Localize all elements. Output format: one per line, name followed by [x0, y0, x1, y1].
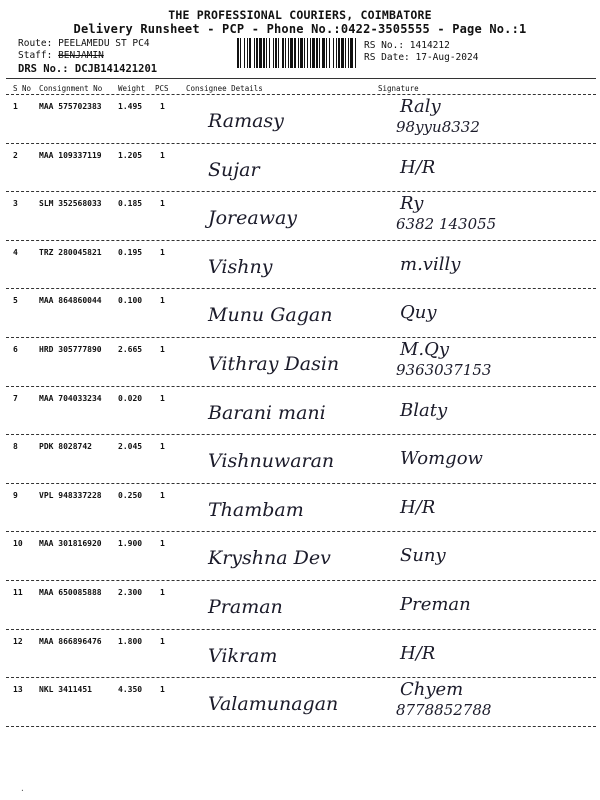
col-consignment: Consignment No: [39, 84, 103, 93]
row-divider: [6, 240, 596, 241]
row-divider: [6, 677, 596, 678]
rs-date-line: [364, 52, 478, 63]
company-title: THE PROFESSIONAL COURIERS, COIMBATORE: [168, 8, 432, 22]
header-bottom-rule: [6, 94, 596, 95]
row-consignment-no: HRD 305777890: [39, 345, 102, 354]
row-sno: 3: [13, 199, 18, 209]
row-consignment-no: MAA 704033234: [39, 393, 102, 403]
row-pcs: 1: [160, 442, 165, 452]
route-line: [18, 38, 150, 49]
col-weight: Weight: [118, 84, 146, 93]
staff-line: [18, 50, 104, 61]
handwritten-phone: 8778852788: [396, 701, 492, 720]
row-weight: 2.045: [118, 442, 143, 452]
handwritten-signature: Ry: [400, 193, 424, 215]
row-consignment-no: TRZ 280045821: [39, 247, 102, 257]
rs-no-line: [364, 40, 450, 51]
header-top-rule: [6, 78, 596, 79]
handwritten-phone: 9363037153: [396, 361, 492, 379]
row-consignment-no: MAA 650085888: [39, 588, 102, 597]
table-row: [0, 388, 600, 438]
handwritten-signature: Quy: [400, 302, 437, 324]
row-sno: 12: [13, 636, 23, 646]
row-sno: 4: [13, 247, 18, 257]
rs-no-label: RS No.:: [364, 40, 405, 51]
row-consignment-no: NKL 3411451: [39, 685, 92, 695]
row-sno: 5: [13, 296, 18, 306]
row-consignment-no: MAA 866896476: [39, 636, 102, 646]
rs-date-value: 17-Aug-2024: [415, 52, 479, 63]
row-pcs: 1: [160, 150, 165, 160]
row-weight: 2.300: [118, 588, 143, 597]
row-pcs: 1: [160, 102, 165, 111]
scan-mark: ·: [20, 786, 25, 795]
handwritten-consignee-name: Barani mani: [208, 401, 326, 424]
row-pcs: 1: [160, 490, 165, 500]
barcode-image: [236, 38, 358, 68]
handwritten-consignee-name: Valamunagan: [208, 693, 339, 716]
handwritten-consignee-name: Munu Gagan: [208, 304, 333, 327]
row-pcs: 1: [160, 247, 165, 257]
handwritten-signature: M.Qy: [400, 339, 450, 360]
col-signature: Signature: [378, 84, 419, 93]
handwritten-consignee-name: Praman: [208, 596, 283, 618]
drs-line: [18, 63, 157, 75]
handwritten-signature: H/R: [400, 156, 436, 178]
row-divider: [6, 580, 596, 581]
handwritten-signature: Chyem: [400, 679, 464, 701]
row-sno: 9: [13, 490, 18, 500]
handwritten-consignee-name: Vishnuwaran: [208, 450, 335, 473]
handwritten-signature: H/R: [400, 496, 436, 518]
table-row: [0, 96, 600, 146]
row-weight: 1.800: [118, 636, 143, 646]
row-sno: 1: [13, 102, 18, 111]
row-weight: 1.495: [118, 102, 143, 111]
row-pcs: 1: [160, 588, 165, 597]
row-weight: 0.185: [118, 199, 143, 209]
row-sno: 13: [13, 685, 23, 695]
handwritten-signature: Raly: [400, 96, 441, 117]
drs-label: DRS No.:: [18, 63, 69, 75]
table-row: [0, 436, 600, 486]
row-sno: 11: [13, 588, 23, 597]
row-weight: 0.020: [118, 393, 143, 403]
row-sno: 7: [13, 393, 18, 403]
table-row: [0, 582, 600, 632]
row-consignment-no: SLM 352568033: [39, 199, 102, 209]
row-pcs: 1: [160, 636, 165, 646]
col-sno: S No: [13, 84, 32, 93]
row-consignment-no: MAA 301816920: [39, 539, 102, 549]
table-row: [0, 485, 600, 535]
row-consignment-no: MAA 864860044: [39, 296, 102, 306]
row-weight: 2.665: [118, 345, 143, 354]
table-row: [0, 145, 600, 195]
row-consignment-no: MAA 109337119: [39, 150, 102, 160]
table-row: [0, 242, 600, 292]
row-divider: [6, 726, 596, 727]
table-row: [0, 290, 600, 340]
row-pcs: 1: [160, 539, 165, 549]
handwritten-signature: Suny: [400, 545, 446, 567]
row-weight: 4.350: [118, 685, 143, 695]
row-weight: 1.205: [118, 150, 143, 160]
row-sno: 8: [13, 442, 18, 452]
row-divider: [6, 629, 596, 630]
row-pcs: 1: [160, 199, 165, 209]
staff-value: BENJAMIN: [58, 50, 104, 61]
row-divider: [6, 337, 596, 338]
handwritten-consignee-name: Kryshna Dev: [208, 547, 331, 570]
rs-date-label: RS Date:: [364, 52, 410, 63]
row-pcs: 1: [160, 345, 165, 354]
row-divider: [6, 483, 596, 484]
handwritten-signature: Womgow: [400, 448, 483, 470]
row-pcs: 1: [160, 685, 165, 695]
col-pcs: PCS: [155, 84, 169, 93]
row-divider: [6, 143, 596, 144]
runsheet-subtitle: Delivery Runsheet - PCP - Phone No.:0422-3505555 - Page No.:1: [73, 22, 527, 36]
row-sno: 10: [13, 539, 23, 549]
handwritten-phone: 98yyu8332: [396, 118, 480, 136]
row-weight: 1.900: [118, 539, 143, 549]
row-weight: 0.195: [118, 247, 143, 257]
handwritten-consignee-name: Vithray Dasin: [208, 353, 340, 375]
row-weight: 0.100: [118, 296, 143, 306]
route-value: PEELAMEDU ST PC4: [58, 38, 150, 49]
table-row: [0, 679, 600, 729]
handwritten-signature: Blaty: [400, 399, 448, 421]
row-pcs: 1: [160, 393, 165, 403]
handwritten-consignee-name: Thambam: [208, 498, 304, 521]
handwritten-signature: m.villy: [400, 253, 461, 275]
rs-no-value: 1414212: [409, 40, 450, 51]
handwritten-signature: H/R: [400, 642, 436, 664]
table-row: [0, 193, 600, 243]
handwritten-phone: 6382 143055: [396, 215, 497, 234]
row-sno: 6: [13, 345, 18, 354]
table-row: [0, 631, 600, 681]
row-divider: [6, 531, 596, 532]
handwritten-consignee-name: Ramasy: [208, 110, 284, 132]
handwritten-consignee-name: Vishny: [208, 255, 273, 278]
drs-value: DCJB141421201: [74, 63, 158, 75]
col-consignee: Consignee Details: [186, 84, 263, 93]
row-divider: [6, 288, 596, 289]
row-divider: [6, 434, 596, 435]
handwritten-consignee-name: Vikram: [208, 644, 278, 667]
handwritten-signature: Preman: [400, 594, 471, 615]
row-consignment-no: PDK 8028742: [39, 442, 92, 452]
row-consignment-no: VPL 948337228: [39, 490, 102, 500]
table-row: [0, 339, 600, 389]
handwritten-consignee-name: Sujar: [208, 158, 260, 181]
route-label: Route:: [18, 38, 53, 49]
handwritten-consignee-name: Joreaway: [208, 207, 298, 230]
row-pcs: 1: [160, 296, 165, 306]
staff-label: Staff:: [18, 50, 53, 61]
row-sno: 2: [13, 150, 18, 160]
row-divider: [6, 191, 596, 192]
row-weight: 0.250: [118, 490, 143, 500]
table-row: [0, 533, 600, 583]
row-consignment-no: MAA 575702383: [39, 102, 102, 111]
row-divider: [6, 386, 596, 387]
